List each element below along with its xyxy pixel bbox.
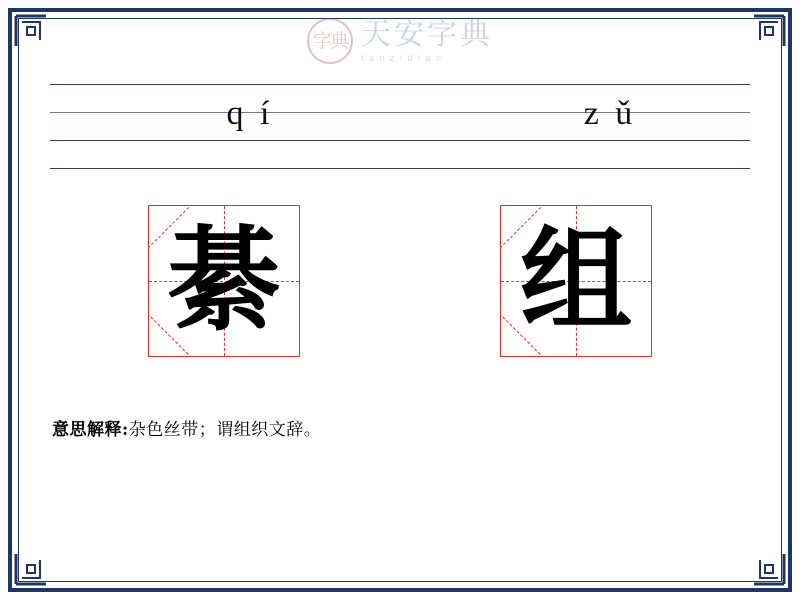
character-grid-2 xyxy=(500,205,652,357)
meaning-text: 杂色丝带；谓组织文辞。 xyxy=(128,420,322,440)
meaning-row xyxy=(52,415,752,440)
staff-line-4 xyxy=(50,168,750,169)
meaning-label: 意思解释: xyxy=(52,420,129,440)
corner-ornament-icon xyxy=(14,14,48,48)
pinyin-second: z ǔ xyxy=(583,95,637,132)
logo-text xyxy=(361,17,493,63)
pinyin-staff xyxy=(50,84,750,168)
corner-ornament-icon xyxy=(14,552,48,586)
corner-ornament-icon xyxy=(752,14,786,48)
seal-icon: 字典 xyxy=(307,18,353,64)
staff-line-1 xyxy=(50,84,750,85)
character-glyph: 綦 xyxy=(168,215,280,346)
site-logo xyxy=(307,18,493,64)
corner-ornament-icon xyxy=(752,552,786,586)
character-grid-1 xyxy=(148,205,300,357)
character-glyph: 组 xyxy=(520,215,632,346)
logo-name: 天安字典 xyxy=(361,17,493,51)
logo-subtitle: tanzidian xyxy=(361,52,447,63)
pinyin-first: q í xyxy=(226,95,274,132)
